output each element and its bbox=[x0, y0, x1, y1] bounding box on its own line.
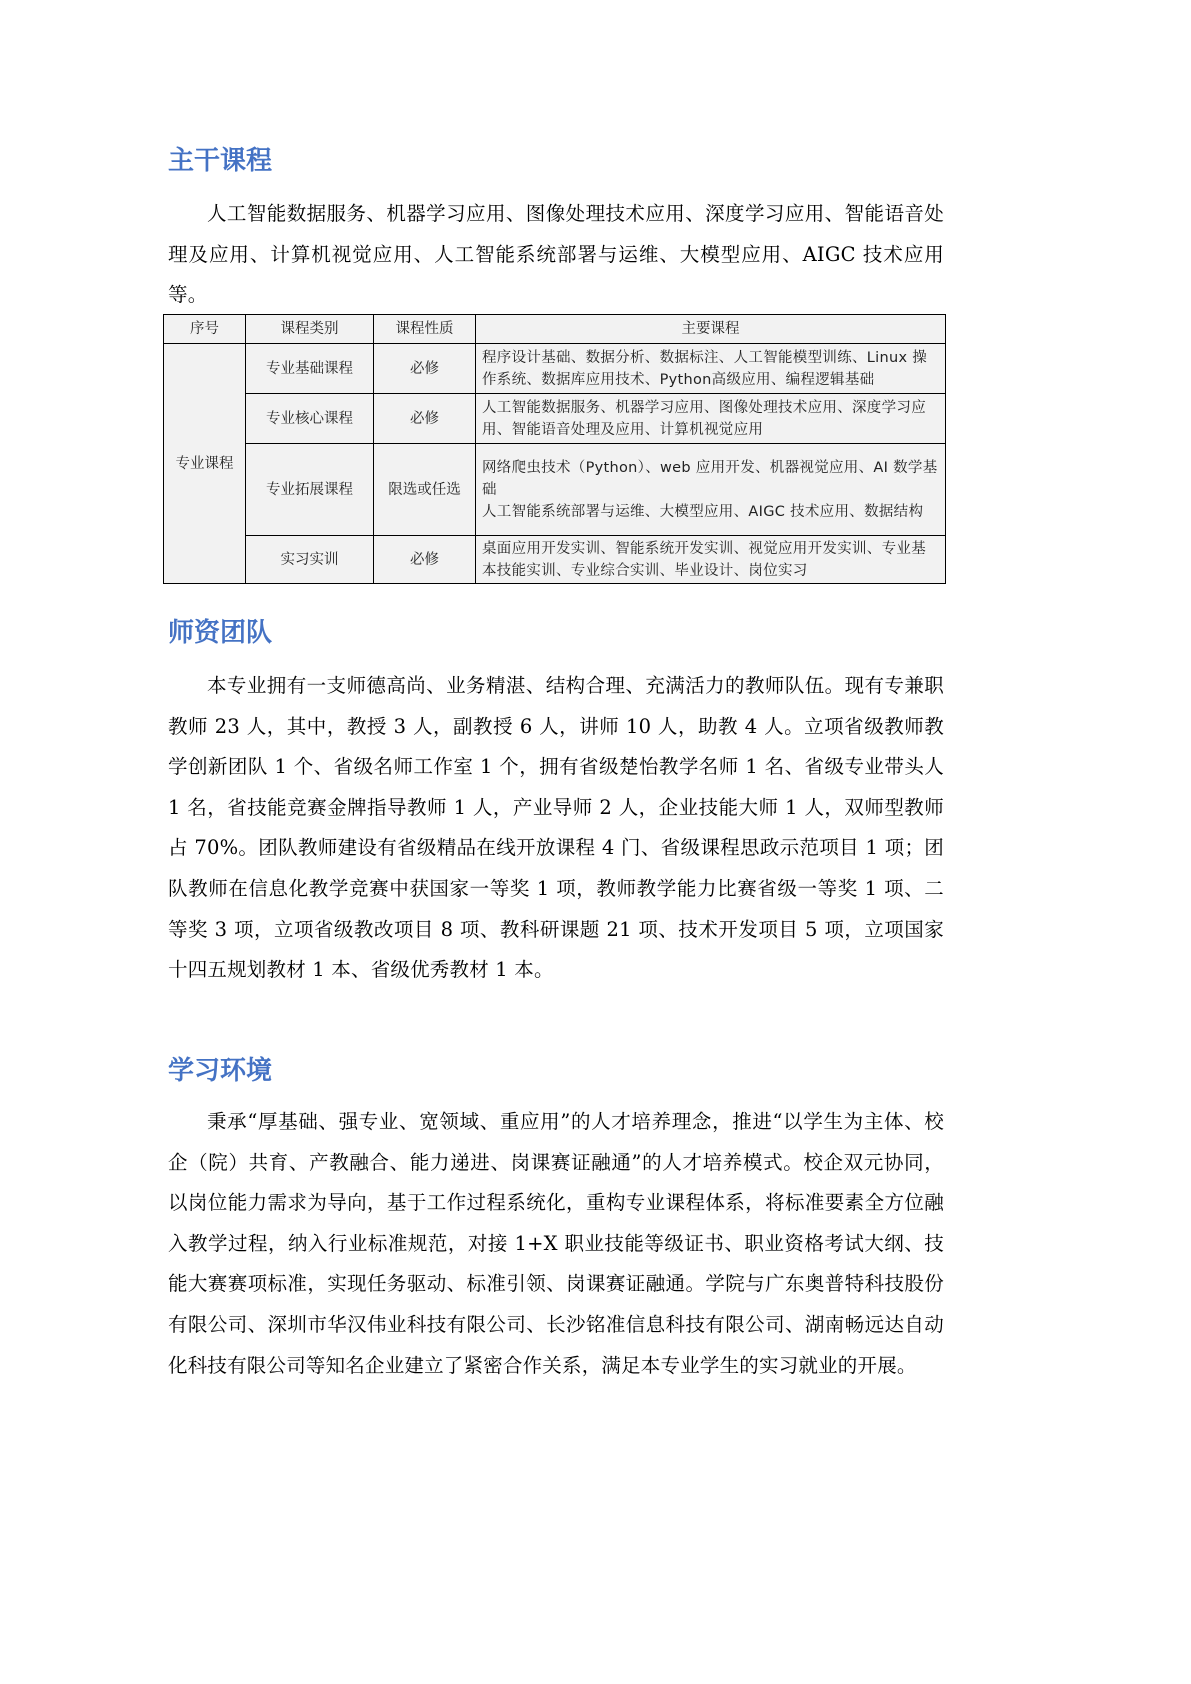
table-row bbox=[164, 344, 946, 394]
nature-cell: 必修 bbox=[374, 344, 476, 394]
main-courses-cell bbox=[476, 394, 946, 444]
nature-cell: 必修 bbox=[374, 394, 476, 444]
core-courses-paragraph: 人工智能数据服务、机器学习应用、图像处理技术应用、深度学习应用、智能语音处理及应用、计算机视觉应用、人工智能系统部署与运维、大模型应用、AIGC 技术应用等。 bbox=[168, 202, 944, 307]
table-row bbox=[164, 536, 946, 584]
table-header-row bbox=[164, 315, 946, 344]
header-category: 课程类别 bbox=[246, 315, 374, 344]
main-courses-cell bbox=[476, 536, 946, 584]
course-table bbox=[163, 314, 946, 584]
category-cell: 实习实训 bbox=[246, 536, 374, 584]
table-row bbox=[164, 444, 946, 536]
category-cell: 专业拓展课程 bbox=[246, 444, 374, 536]
nature-cell: 限选或任选 bbox=[374, 444, 476, 536]
course-list-text: 网络爬虫技术（Python）、web 应用开发、机器视觉应用、AI 数学基础 bbox=[482, 459, 938, 498]
main-courses-cell bbox=[476, 444, 946, 536]
section-heading-core-courses: 主干课程 bbox=[168, 146, 273, 176]
faculty-paragraph: 本专业拥有一支师德高尚、业务精湛、结构合理、充满活力的教师队伍。现有专兼职教师 23 人，其中，教授 3 人，副教授 6 人，讲师 10 人，助教 4 人。立项省级教师教学创新团队 1 个、省级名师工作室 1 个，拥有省级楚怡教学名师 1 名、省级专业带头人 1 名，省技能竞赛金牌指导教师 1 人，产业导师 2 人，企业技能大师 1 人，双师型教师占 70%。团队教师建设有省级精品在线开放课程 4 门、省级课程思政示范项目 1 项；团队教师在信息化教学竞赛中获国家一等奖 1 项，教师教学能力比赛省级一等奖 1 项、二等奖 3 项，立项省级教改项目 8 项、教科研课题 21 项、技术开发项目 5 项，立项国家十四五规划教材 1 本、省级优秀教材 1 本。 bbox=[168, 674, 944, 982]
course-list-text: 程序设计基础、数据分析、数据标注、人工智能模型训练、Linux 操作系统、数据库应用技术、Python高级应用、编程逻辑基础 bbox=[482, 349, 928, 388]
course-list-text: 人工智能系统部署与运维、大模型应用、AIGC 技术应用、数据结构 bbox=[482, 503, 924, 520]
header-nature: 课程性质 bbox=[374, 315, 476, 344]
course-list-text: 人工智能数据服务、机器学习应用、图像处理技术应用、深度学习应用、智能语音处理及应用、计算机视觉应用 bbox=[482, 399, 926, 438]
section-heading-learning-env: 学习环境 bbox=[168, 1056, 273, 1086]
header-index: 序号 bbox=[164, 315, 246, 344]
nature-cell: 必修 bbox=[374, 536, 476, 584]
table-row bbox=[164, 394, 946, 444]
header-main-courses: 主要课程 bbox=[476, 315, 946, 344]
category-cell: 专业基础课程 bbox=[246, 344, 374, 394]
section-heading-faculty: 师资团队 bbox=[168, 618, 273, 648]
group-label-cell: 专业课程 bbox=[164, 344, 246, 584]
main-courses-cell bbox=[476, 344, 946, 394]
category-cell: 专业核心课程 bbox=[246, 394, 374, 444]
learning-env-paragraph: 秉承“厚基础、强专业、宽领域、重应用”的人才培养理念，推进“以学生为主体、校企（院）共育、产教融合、能力递进、岗课赛证融通”的人才培养模式。校企双元协同，以岗位能力需求为导向，基于工作过程系统化，重构专业课程体系，将标准要素全方位融入教学过程，纳入行业标准规范，对接 1+X 职业技能等级证书、职业资格考试大纲、技能大赛赛项标准，实现任务驱动、标准引领、岗课赛证融通。学院与广东奥普特科技股份有限公司、深圳市华汉伟业科技有限公司、长沙铭准信息科技有限公司、湖南畅远达自动化科技有限公司等知名企业建立了紧密合作关系，满足本专业学生的实习就业的开展。 bbox=[168, 1110, 944, 1377]
course-list-text: 桌面应用开发实训、智能系统开发实训、视觉应用开发实训、专业基本技能实训、专业综合实训、毕业设计、岗位实习 bbox=[482, 540, 926, 579]
